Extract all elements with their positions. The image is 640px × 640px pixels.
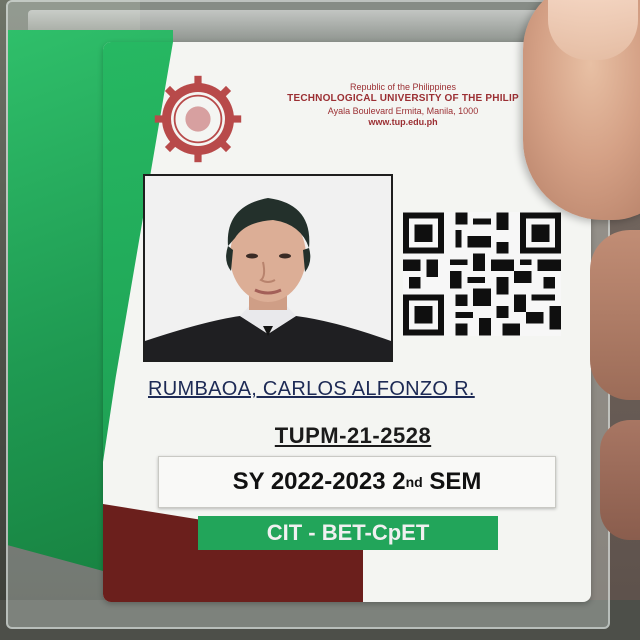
- header-university-name: TECHNOLOGICAL UNIVERSITY OF THE PHILIP: [287, 93, 519, 105]
- sticker-ordinal: nd: [405, 474, 423, 490]
- header-website: www.tup.edu.ph: [368, 117, 438, 127]
- sticker-semester: SEM: [422, 468, 482, 495]
- student-photo: [143, 174, 393, 362]
- header-address: Ayala Boulevard Ermita, Manila, 1000: [327, 105, 479, 116]
- student-name: RUMBAOA, CARLOS ALFONZO R.: [148, 378, 475, 400]
- plastic-id-sleeve: [6, 0, 610, 629]
- department-band: CIT - BET-CpET: [198, 516, 498, 550]
- validation-sticker: [158, 456, 556, 508]
- id-card: [103, 42, 591, 602]
- sticker-school-year: SY 2022-2023 2: [232, 468, 406, 495]
- finger-middle: [590, 230, 640, 400]
- tup-seal-icon: [153, 74, 243, 164]
- university-header: [243, 82, 563, 128]
- header-republic: Republic of the Philippines: [349, 82, 457, 92]
- finger-ring: [600, 420, 640, 540]
- student-id-number: TUPM-21-2528: [274, 423, 432, 448]
- qr-code-icon: [403, 212, 561, 336]
